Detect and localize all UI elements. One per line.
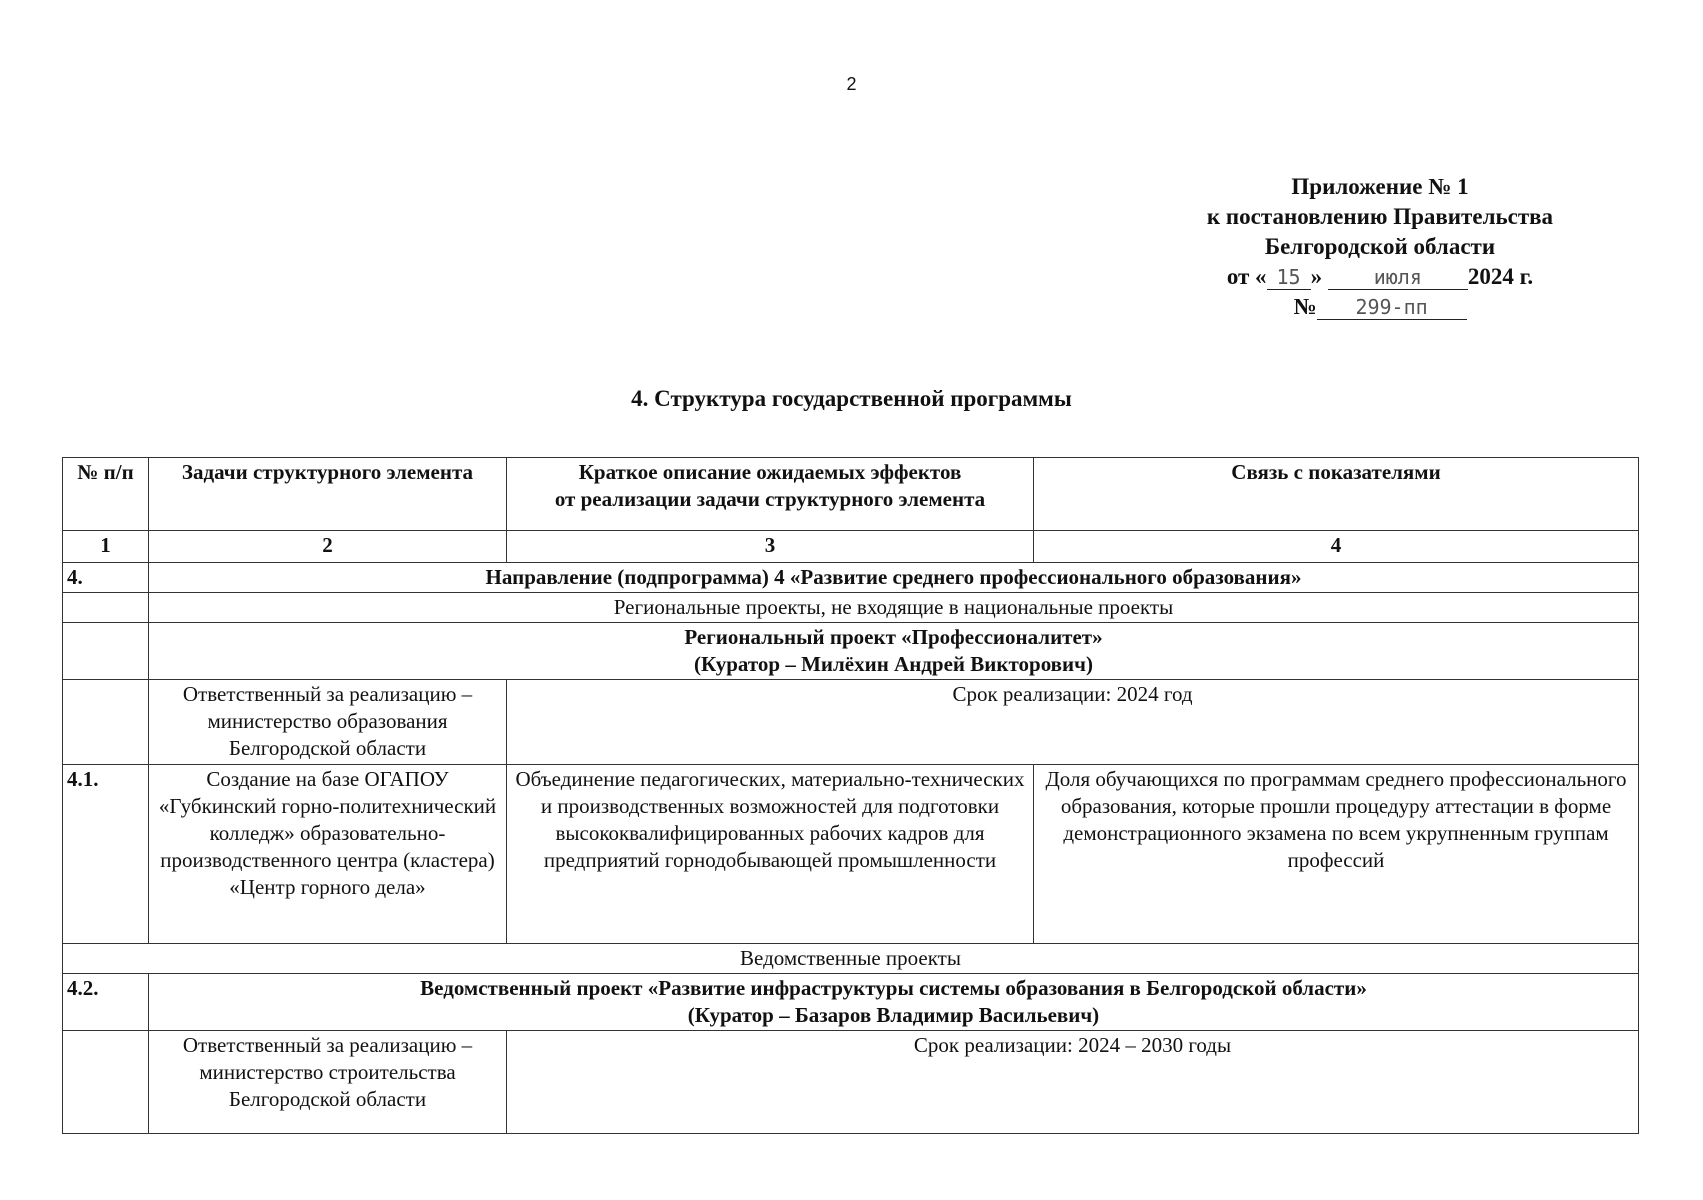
header-number: № п/п (63, 458, 149, 531)
task-4-1-effect: Объединение педагогических, материально-технических и производственных возможностей для подготовки высококвалифицированных рабочих кадров для предприятий горнодобывающей промышленности (507, 765, 1034, 944)
empty-cell (63, 1031, 149, 1134)
date-day: 15 (1267, 265, 1311, 290)
date-mid: » (1310, 264, 1323, 289)
number-prefix: № (1293, 294, 1317, 319)
empty-cell (63, 623, 149, 680)
col-number-1: 1 (63, 531, 149, 563)
date-prefix: от « (1226, 264, 1267, 289)
header-effects-line1: Краткое описание ожидаемых эффектов (578, 460, 962, 484)
appendix-title: Приложение № 1 (1291, 174, 1469, 199)
col-number-2: 2 (149, 531, 507, 563)
project2-responsible: Ответственный за реализацию – министерство строительства Белгородской области (149, 1031, 507, 1134)
project1-title: Региональный проект «Профессионалитет» (684, 625, 1103, 649)
task-4-1-row (63, 765, 1639, 944)
project1-responsible: Ответственный за реализацию – министерство образования Белгородской области (149, 680, 507, 765)
appendix-region: Белгородской области (1264, 234, 1496, 259)
project2-curator: (Куратор – Базаров Владимир Васильевич) (687, 1003, 1100, 1027)
regional-projects-row (63, 593, 1639, 623)
task-4-1-task: Создание на базе ОГАПОУ «Губкинский горно-политехнический колледж» образовательно-производственного центра (кластера) «Центр горного дела» (149, 765, 507, 944)
task-4-1-number: 4.1. (63, 765, 149, 944)
col-number-4: 4 (1034, 531, 1639, 563)
project2-heading (149, 974, 1639, 1031)
column-number-row (63, 531, 1639, 563)
project1-heading (149, 623, 1639, 680)
header-effects-line2: от реализации задачи структурного элемента (554, 487, 986, 511)
appendix-date-line (1160, 262, 1600, 292)
header-tasks: Задачи структурного элемента (149, 458, 507, 531)
direction-number: 4. (63, 563, 149, 593)
project2-term: Срок реализации: 2024 – 2030 годы (507, 1031, 1639, 1134)
decree-number: 299-пп (1317, 295, 1467, 320)
project1-term: Срок реализации: 2024 год (507, 680, 1639, 765)
page-number: 2 (846, 74, 857, 94)
direction-title: Направление (подпрограмма) 4 «Развитие среднего профессионального образования» (149, 563, 1639, 593)
section-title: 4. Структура государственной программы (631, 386, 1072, 411)
project1-row (63, 623, 1639, 680)
header-effects (507, 458, 1034, 531)
project1-responsible-row (63, 680, 1639, 765)
departmental-projects-row (63, 944, 1639, 974)
direction-row (63, 563, 1639, 593)
project2-responsible-row (63, 1031, 1639, 1134)
empty-cell (63, 680, 149, 765)
project1-curator: (Куратор – Милёхин Андрей Викторович) (694, 652, 1093, 676)
regional-projects-heading: Региональные проекты, не входящие в национальные проекты (149, 593, 1639, 623)
table-header-row (63, 458, 1639, 531)
project2-number: 4.2. (63, 974, 149, 1031)
date-month: июля (1328, 265, 1468, 290)
departmental-heading: Ведомственные проекты (63, 944, 1639, 974)
appendix-decree: к постановлению Правительства (1206, 204, 1554, 229)
task-4-1-indicator: Доля обучающихся по программам среднего профессионального образования, которые прошли процедуру аттестации в форме демонстрационного экзамена по всем укрупненным группам профессий (1034, 765, 1639, 944)
appendix-number-line (1160, 292, 1600, 322)
project2-title: Ведомственный проект «Развитие инфраструктуры системы образования в Белгородской области» (420, 976, 1367, 1000)
date-year: 2024 г. (1467, 264, 1534, 289)
header-indicators: Связь с показателями (1034, 458, 1639, 531)
empty-cell (63, 593, 149, 623)
col-number-3: 3 (507, 531, 1034, 563)
program-structure-table (62, 457, 1639, 1134)
project2-row (63, 974, 1639, 1031)
appendix-block (1160, 172, 1600, 322)
